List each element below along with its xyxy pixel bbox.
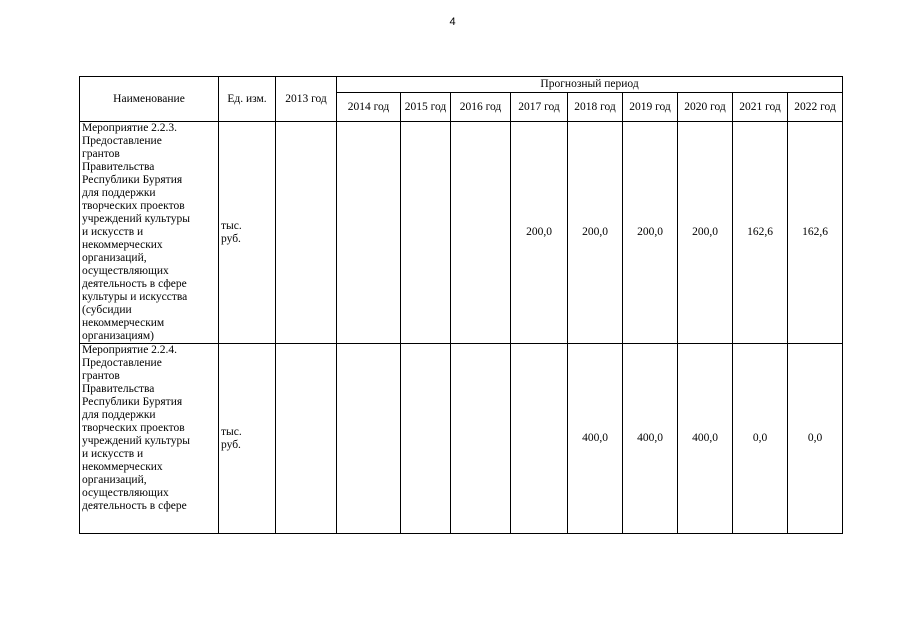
row-value-2014 xyxy=(337,122,401,344)
row-name-line: осуществляющих xyxy=(82,487,169,499)
row-name-line: творческих проектов xyxy=(82,200,185,212)
row-value-2015 xyxy=(401,344,451,534)
row-unit-line: тыс. xyxy=(221,219,242,232)
row-value-2021: 162,6 xyxy=(733,122,788,344)
row-name-line: Правительства xyxy=(82,383,155,395)
header-unit: Ед. изм. xyxy=(219,77,276,122)
row-name-line: некоммерческим xyxy=(82,317,165,329)
row-unit-line: тыс. xyxy=(221,425,242,438)
row-name-line: для поддержки xyxy=(82,409,156,421)
header-name: Наименование xyxy=(80,77,219,122)
row-name-line: Предоставление xyxy=(82,357,162,369)
header-year-2018: 2018 год xyxy=(568,93,623,122)
row-name-line: некоммерческих xyxy=(82,239,163,251)
row-unit xyxy=(219,344,276,534)
row-value-2018: 400,0 xyxy=(568,344,623,534)
row-value-2022: 0,0 xyxy=(788,344,843,534)
page-number: 4 xyxy=(449,16,456,28)
header-year-2016: 2016 год xyxy=(451,93,511,122)
row-value-2016 xyxy=(451,122,511,344)
row-name-line: организациям) xyxy=(82,330,154,342)
header-forecast-period: Прогнозный период xyxy=(337,77,843,93)
header-year-2022: 2022 год xyxy=(788,93,843,122)
row-name-line: культуры и искусства xyxy=(82,291,188,303)
row-value-2018: 200,0 xyxy=(568,122,623,344)
row-name-line: учреждений культуры xyxy=(82,435,190,447)
row-name-line: организаций, xyxy=(82,474,147,486)
row-name-line: Правительства xyxy=(82,161,155,173)
row-name-line: некоммерческих xyxy=(82,461,163,473)
row-name-clip xyxy=(82,344,216,533)
row-name-line: Мероприятие 2.2.3. xyxy=(82,122,178,134)
row-value-2020: 200,0 xyxy=(678,122,733,344)
row-unit-line: руб. xyxy=(221,232,241,245)
table-row xyxy=(80,344,843,534)
row-value-2014 xyxy=(337,344,401,534)
header-year-2020: 2020 год xyxy=(678,93,733,122)
row-value-2020: 400,0 xyxy=(678,344,733,534)
row-name-line: Предоставление xyxy=(82,135,162,147)
header-year-2019: 2019 год xyxy=(623,93,678,122)
row-name-line: творческих проектов xyxy=(82,422,185,434)
header-year-2014: 2014 год xyxy=(337,93,401,122)
forecast-table xyxy=(79,76,843,534)
header-year-2017: 2017 год xyxy=(511,93,568,122)
row-value-2017 xyxy=(511,344,568,534)
table-header-row xyxy=(80,77,843,93)
row-name-line: Республики Бурятия xyxy=(82,174,183,186)
header-year-2015: 2015 год xyxy=(401,93,451,122)
row-name-line: деятельность в сфере xyxy=(82,278,187,290)
row-base-year-value xyxy=(276,344,337,534)
row-name-line: грантов xyxy=(82,370,120,382)
header-year-2021: 2021 год xyxy=(733,93,788,122)
row-value-2022: 162,6 xyxy=(788,122,843,344)
row-name-line: учреждений культуры xyxy=(82,213,190,225)
row-unit-line: руб. xyxy=(221,438,241,451)
row-name-line: и искусств и xyxy=(82,448,144,460)
row-name-line: и искусств и xyxy=(82,226,144,238)
row-base-year-value xyxy=(276,122,337,344)
row-name-line: (субсидии xyxy=(82,304,132,316)
row-value-2021: 0,0 xyxy=(733,344,788,534)
row-unit xyxy=(219,122,276,344)
row-value-2019: 400,0 xyxy=(623,344,678,534)
row-name-line: грантов xyxy=(82,148,120,160)
row-name-line: осуществляющих xyxy=(82,265,169,277)
table-row xyxy=(80,122,843,344)
row-name-line: Мероприятие 2.2.4. xyxy=(82,344,178,356)
row-value-2015 xyxy=(401,122,451,344)
row-name-line: организаций, xyxy=(82,252,147,264)
row-name-line: Республики Бурятия xyxy=(82,396,183,408)
row-name xyxy=(80,344,219,534)
row-name-line: для поддержки xyxy=(82,187,156,199)
row-value-2016 xyxy=(451,344,511,534)
row-name-line: деятельность в сфере xyxy=(82,500,187,512)
row-name xyxy=(80,122,219,344)
row-value-2019: 200,0 xyxy=(623,122,678,344)
row-value-2017: 200,0 xyxy=(511,122,568,344)
header-base-year: 2013 год xyxy=(276,77,337,122)
